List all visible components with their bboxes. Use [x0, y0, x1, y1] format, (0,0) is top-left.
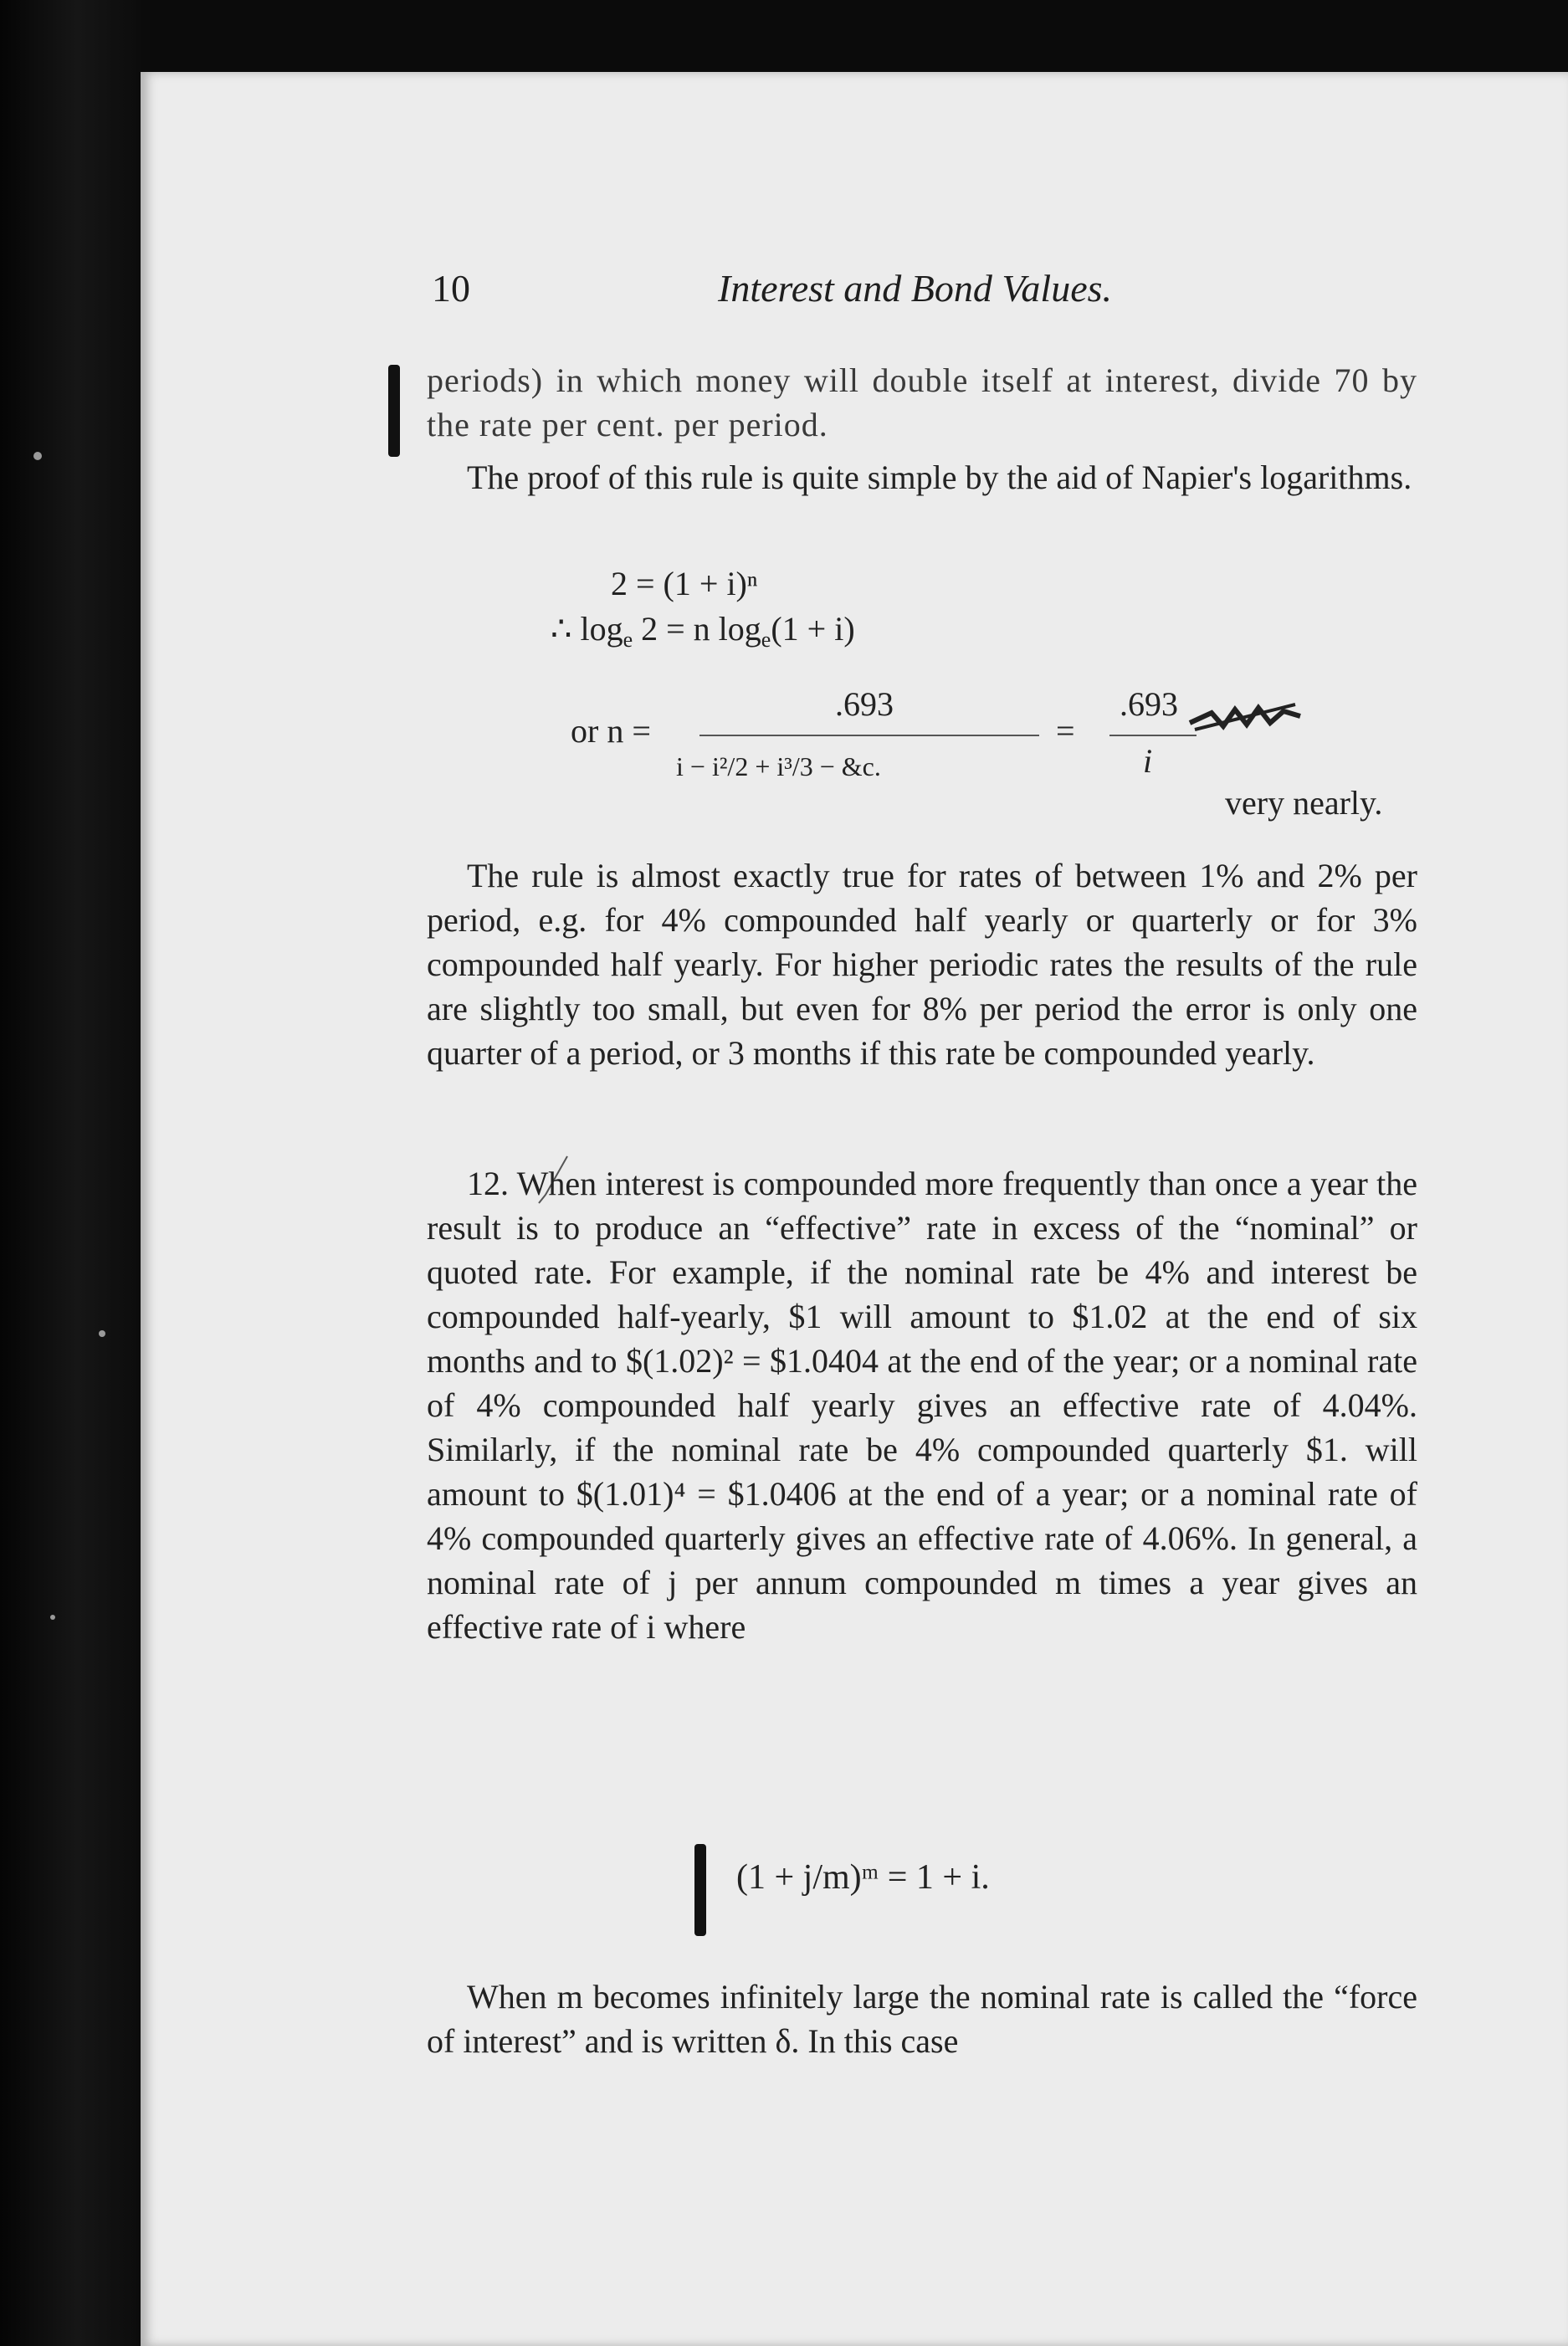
running-header: [141, 266, 1568, 325]
paragraph-rule-accuracy: The rule is almost exactly true for rates of between 1% and 2% per period, e.g. for 4% compounded half yearly or quarterly or for 3% compounded half yearly. For higher periodic rates the results of the rule are slightly too small, but even for 8% per period the error is only one quarter of a period, or 3 months if this rate be compounded yearly.: [427, 857, 1417, 1072]
fraction-bar: [1109, 735, 1196, 736]
equation-rhs-denominator: [1143, 741, 1152, 781]
equation-text: i − i²/2 + i³/3 − &c.: [676, 751, 881, 781]
equation-part: ∴ log: [551, 610, 623, 648]
scan-speck: [99, 1330, 105, 1337]
book-page: [141, 72, 1568, 2346]
equation-numerator: [835, 684, 894, 724]
equation-effective-rate: [736, 1857, 990, 1898]
paragraph-continuation: periods) in which money will double itself at interest, divide 70 by the rate per cent. per period.: [427, 361, 1417, 443]
page-number: 10: [432, 267, 470, 310]
margin-mark: [388, 365, 400, 457]
crossed-out-scribble: [1186, 698, 1304, 740]
equation-subscript: e: [623, 627, 633, 652]
equation-doubling: [611, 564, 757, 603]
paragraph-effective-rate: [427, 1161, 1417, 1649]
equation-text: .693: [1120, 685, 1178, 723]
fraction-bar: [699, 735, 1039, 736]
equation-equals: [1056, 711, 1075, 750]
scan-speck: [33, 452, 42, 460]
section-text: When interest is compounded more frequently than once a year the result is to produce an “effective” rate in excess of the “nominal” or quoted rate. For example, if the nominal rate be 4% and interest be compounded half-yearly, $1 will amount to $1.02 at the end of six months and to $(1.02)² = $1.0404 at the end of the year; or a nominal rate of 4% compounded half yearly gives an effective rate of 4.04%. Similarly, if the nominal rate be 4% compounded quarterly $1. will amount to $(1.01)⁴ = $1.0406 at the end of a year; or a nominal rate of 4% compounded quarterly gives an effective rate of 4.06%. In general, a nominal rate of j per annum compounded m times a year gives an effective rate of i where: [427, 1165, 1417, 1646]
equation-rhs-numerator: [1120, 684, 1178, 724]
equation-log: [551, 609, 855, 652]
equation-part: 2 = n log: [633, 610, 761, 648]
equation-text: (1 + j/m)ᵐ = 1 + i.: [736, 1858, 990, 1897]
equation-text: very nearly.: [1225, 784, 1383, 822]
equation-denominator: [676, 751, 881, 782]
scan-dark-edge: [0, 0, 141, 2346]
equation-text: .693: [835, 685, 894, 723]
equation-text: or n =: [571, 712, 651, 750]
equation-text: 2 = (1 + i)ⁿ: [611, 565, 758, 602]
scan-speck: [50, 1615, 55, 1620]
running-title: Interest and Bond Values.: [718, 267, 1113, 310]
equation-lhs: [571, 711, 651, 750]
equation-note: [1225, 783, 1382, 822]
equation-text: i: [1143, 742, 1153, 780]
equation-part: (1 + i): [771, 610, 855, 648]
equation-text: =: [1056, 712, 1075, 750]
section-number: 12.: [467, 1165, 509, 1202]
paragraph-proof-intro: The proof of this rule is quite simple by the aid of Napier's logarithms.: [467, 458, 1412, 496]
equation-subscript: e: [761, 627, 771, 652]
paragraph-force-of-interest: When m becomes infinitely large the nominal rate is called the “force of interest” and is written δ. In this case: [427, 1978, 1417, 2060]
margin-mark: [694, 1844, 706, 1936]
